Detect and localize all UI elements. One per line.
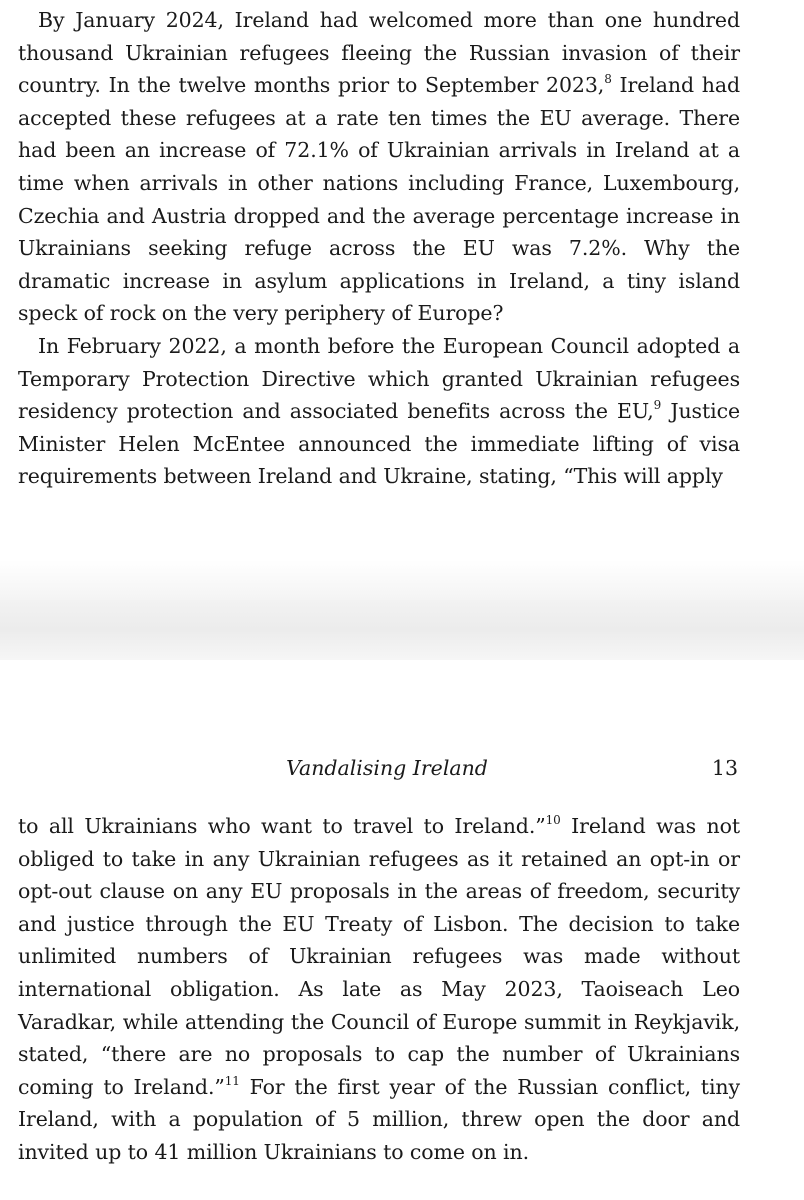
text-segment: Justice Minister Helen McEntee announced the immediate lifting of visa requirements between Ireland and Ukraine, stating, “This will apply xyxy=(18,399,740,489)
paragraph-continued xyxy=(18,810,740,1169)
text-segment: In February 2022, a month before the European Council adopted a Temporary Protection Directive which granted Ukrainian refugees residency protection and associated benefits across the EU, xyxy=(18,333,740,424)
running-title: Vandalising Ireland xyxy=(286,756,488,780)
text-segment: For the first year of the Russian conflict, tiny Ireland, with a population of 5 million, threw open the door and invited up to 41 million Ukrainians to come on in. xyxy=(18,1074,740,1164)
footnote-marker-11[interactable]: 11 xyxy=(224,1073,240,1088)
page-body-text xyxy=(18,4,740,493)
page-break-separator xyxy=(0,600,804,660)
footnote-marker-9[interactable]: 9 xyxy=(653,398,662,413)
footnote-marker-8[interactable]: 8 xyxy=(604,72,612,87)
text-segment: to all Ukrainians who want to travel to Ireland.” xyxy=(18,814,546,838)
text-segment: By January 2024, Ireland had welcomed more than one hundred thousand Ukrainian refugees fleeing the Russian invasion of their country. In the twelve months prior to September 2023, xyxy=(18,8,740,98)
paragraph-refugee-statistics xyxy=(18,4,740,330)
footnote-marker-10[interactable]: 10 xyxy=(545,813,561,827)
book-page-13 xyxy=(0,660,804,1200)
running-header xyxy=(0,756,804,786)
page-number: 13 xyxy=(711,756,738,780)
page-body-text xyxy=(18,810,740,1169)
paragraph-visa-lifting xyxy=(18,330,740,493)
text-segment: Ireland was not obliged to take in any Ukrainian refugees as it retained an opt-in or opt-out clause on any EU proposals in the areas of freedom, security and justice through the EU Treaty of Lisbon. The decision to take unlimited numbers of Ukrainian refugees was made without international obligation. As late as May 2023, Taoiseach Leo Varadkar, while attending the Council of Europe summit in Reykjavik, stated, “there are no proposals to cap the number of Ukrainians coming to Ireland.” xyxy=(18,814,740,1099)
text-segment: Ireland had accepted these refugees at a rate ten times the EU average. There had been an increase of 72.1% of Ukrainian arrivals in Ireland at a time when arrivals in other nations including France, Luxembourg, Czechia and Austria dropped and the average percentage increase in Ukrainians seeking refuge across the EU was 7.2%. Why the dramatic increase in asylum applications in Ireland, a tiny island speck of rock on the very periphery of Europe? xyxy=(18,73,740,326)
